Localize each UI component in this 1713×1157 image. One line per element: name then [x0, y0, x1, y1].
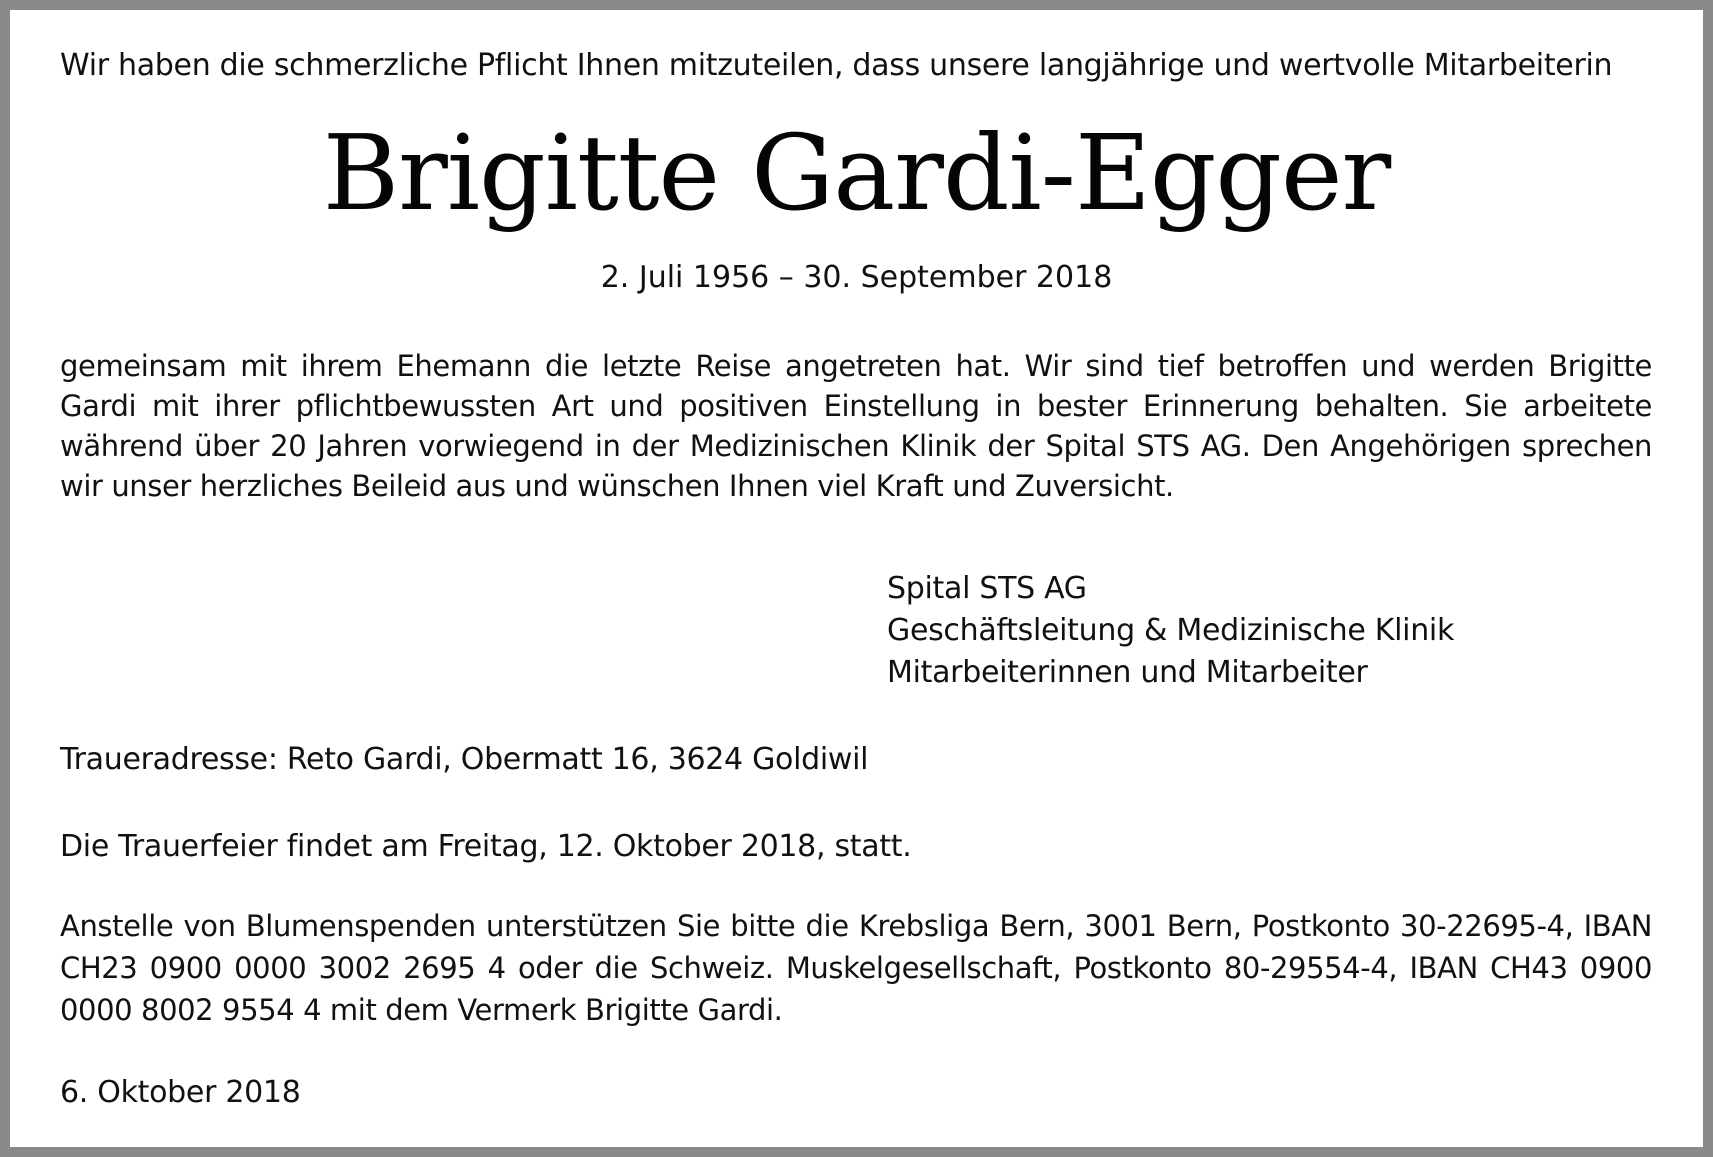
- signature-line-staff: Mitarbeiterinnen und Mitarbeiter: [887, 655, 1368, 690]
- condolence-paragraph: gemeinsam mit ihrem Ehemann die letzte Reise angetreten hat. Wir sind tief betroffen und werden Brigitte Gardi mit ihrer pflichtbewussten Art und positiven Einstellung in bester Erinnerung behalten. Sie arbeitete während über 20 Jahren vorwiegend in der Medizinischen Klinik der Spital STS AG. Den Angehörigen sprechen wir unser herzliches Beileid aus und wünschen Ihnen viel Kraft und Zuversicht.: [60, 349, 1652, 503]
- signature-line-organization: Spital STS AG: [887, 571, 1087, 606]
- deceased-name: Brigitte Gardi-Egger: [322, 112, 1391, 234]
- notice-date: 6. Oktober 2018: [60, 1075, 301, 1110]
- mourning-address: Traueradresse: Reto Gardi, Obermatt 16, 3624 Goldiwil: [60, 742, 869, 777]
- signature-block: [887, 568, 1454, 694]
- donation-info: Anstelle von Blumenspenden unterstützen Sie bitte die Krebsliga Bern, 3001 Bern, Postkonto 30-22695-4, IBAN CH23 0900 0000 3002 2695 4 oder die Schweiz. Muskelgesellschaft, Postkonto 80-29554-4, IBAN CH43 0900 0000 8002 9554 4 mit dem Vermerk Brigitte Gardi.: [60, 909, 1652, 1027]
- signature-line-department: Geschäftsleitung & Medizinische Klinik: [887, 613, 1455, 648]
- obituary-notice: [10, 10, 1703, 1147]
- intro-text: Wir haben die schmerzliche Pflicht Ihnen mitzuteilen, dass unsere langjährige und wertvolle Mitarbeiterin: [60, 48, 1613, 83]
- life-dates: 2. Juli 1956 – 30. September 2018: [600, 260, 1113, 295]
- funeral-ceremony-info: Die Trauerfeier findet am Freitag, 12. Oktober 2018, statt.: [60, 829, 912, 864]
